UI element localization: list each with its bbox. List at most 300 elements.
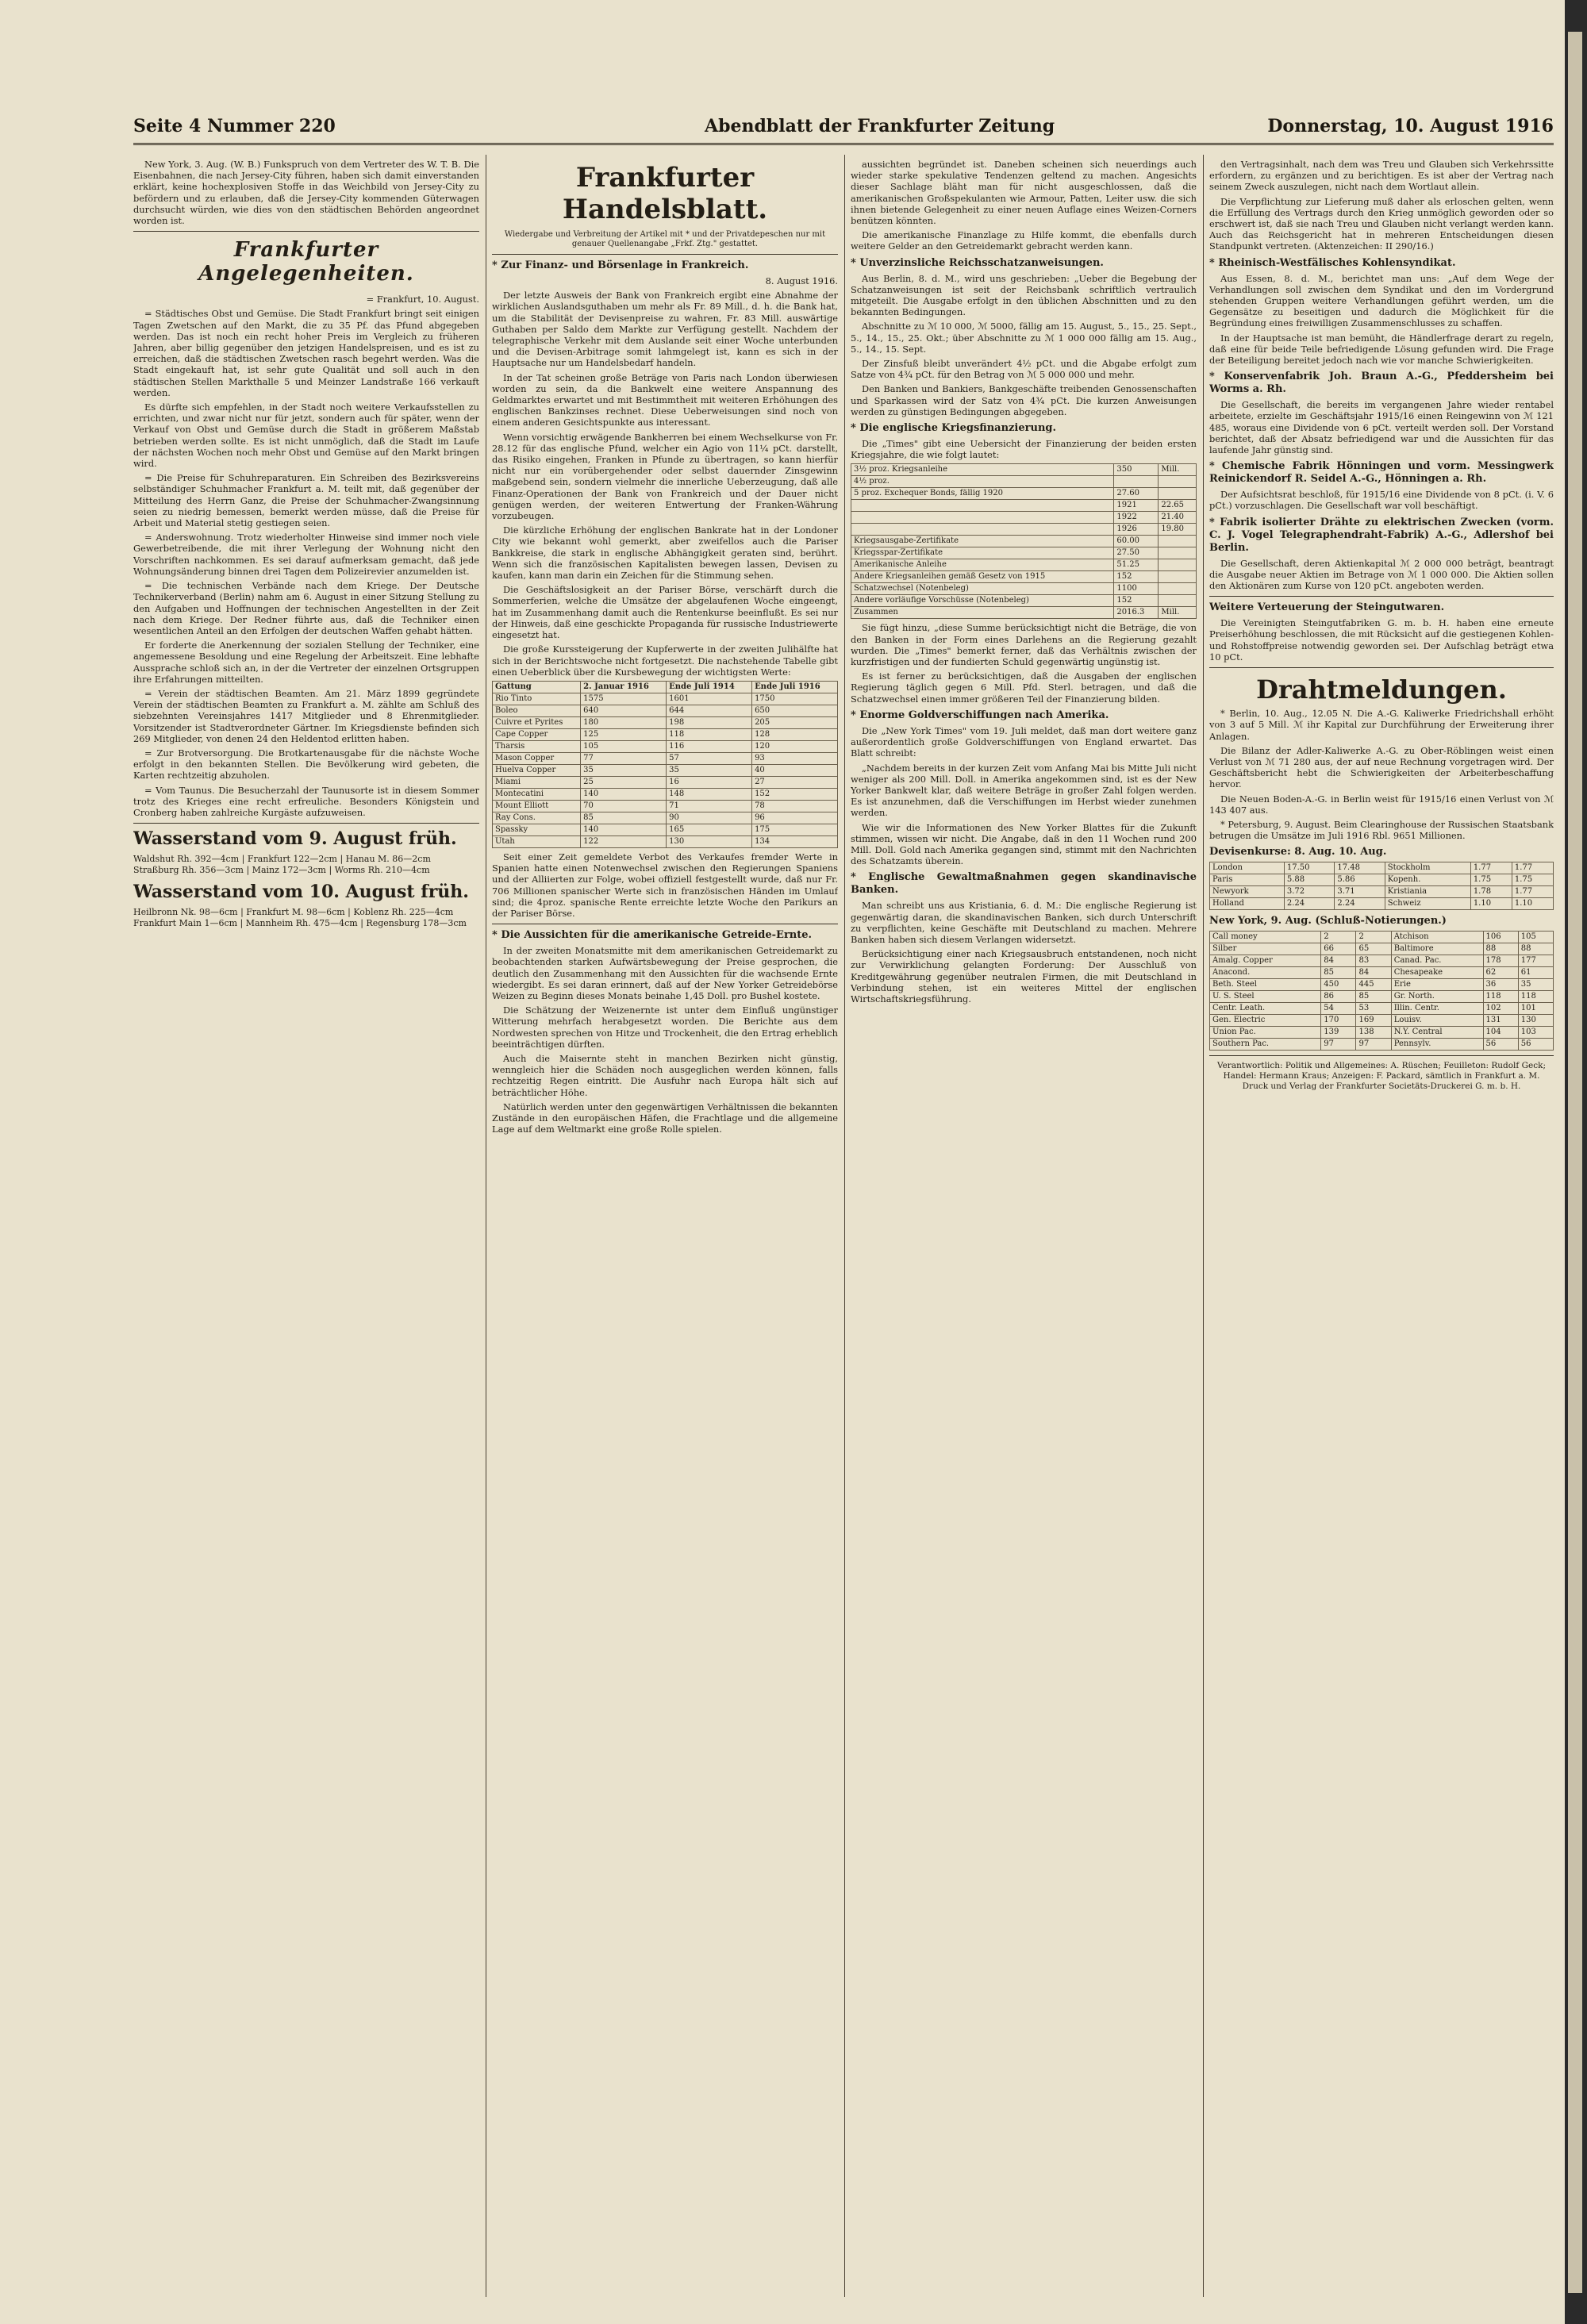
table-cell: Zusammen: [851, 607, 1114, 619]
table-cell: Amerikanische Anleihe: [851, 559, 1114, 571]
paragraph: Sie fügt hinzu, „diese Summe berücksichtigt nicht die Beträge, die von den Banken in der Form eines Darlehens an die Regierung gezahlt wurden. Die „Times" bemerkt ferner, daß das Verhältnis zwischen der kurzfristigen und der fundierten Schuld gegenwärtig ungünstig ist.: [851, 622, 1197, 668]
table-cell: 178: [1483, 955, 1518, 967]
paragraph: Die Schätzung der Weizenernte ist unter dem Einfluß ungünstiger Witterung mehrfach herabgesetzt worden. Die Berichte aus dem Nordwesten sprechen von Hitze und Trockenheit, die den Ertrag erheblich beeinträchtigen dürften.: [492, 1005, 838, 1050]
paragraph: „Nachdem bereits in der kurzen Zeit vom Anfang Mai bis Mitte Juli nicht weniger als 200 Mill. Doll. in Amerika angekommen sind, ist es der New Yorker Bankwelt klar, daß weitere Beträge in großer Zahl folgen werden. Es ist anzunehmen, daß die Verschiffungen im Herbst wieder zunehmen werden.: [851, 762, 1197, 819]
table-cell: Stockholm: [1385, 862, 1470, 874]
table-cell: 96: [752, 812, 838, 824]
table-cell: 152: [1114, 571, 1159, 583]
table-row: [851, 512, 1197, 524]
braun-article-body: [1209, 399, 1554, 455]
table-row: [1210, 898, 1554, 910]
paragraph: Die Geschäftslosigkeit an der Pariser Börse, verschärft durch die Sommerferien, welche die Umsätze der abgelaufenen Woche eingeengt, hat im Zusammenhang damit auch die Rentenkurse beeinflußt. Es sei nur der Hinweis, daß eine geschickte Propaganda für russische Industriewerte eingesetzt hat.: [492, 584, 838, 641]
table-cell: Tharsis: [493, 740, 581, 752]
imprint: Verantwortlich: Politik und Allgemeines: A. Rüschen; Feuilleton: Rudolf Geck; Handel: Hermann Kraus; Anzeigen: F. Packard, sämtlich in Frankfurt a. M. Druck und Verlag der Frankfurter Societäts-Druckerei G. m. b. H.: [1216, 1061, 1547, 1092]
paragraph: Die „Times" gibt eine Uebersicht der Finanzierung der beiden ersten Kriegsjahre, die wie folgt lautet:: [851, 438, 1197, 461]
list-item: Heilbronn Nk. 98—6cm | Frankfurt M. 98—6cm | Koblenz Rh. 225—4cm: [133, 906, 454, 917]
table-cell: 35: [1518, 979, 1553, 991]
table-cell: Schweiz: [1385, 898, 1470, 910]
paragraph: Aus Essen, 8. d. M., berichtet man uns: „Auf dem Wege der Verhandlungen soll zwischen dem Syndikat und den im Vordergrund stehenden Gruppen weitere Verhandlungen geführt werden, um die Gegensätze zu beseitigen und dadurch die Möglichkeit für die Begründung eines freiwilligen Zusammenschlusses zu schaffen.: [1209, 272, 1554, 329]
table-cell: Boleo: [493, 705, 581, 716]
paragraph: = Städtisches Obst und Gemüse. Die Stadt Frankfurt bringt seit einigen Tagen Zwetschen auf den Markt, die zu 35 Pf. das Pfund abgegeben werden. Das ist noch ein recht hoher Preis im Vergleich zu früheren Jahren, aber billig gegenüber den jetzigen Handelspreisen, und es ist zu erreichen, daß die städtischen Zwetschen rasch begehrt werden. Was die Stadt eingekauft hat, ist sehr gute Qualität und soll auch in den städtischen Stellen Markthalle 5 und Meinzer Landstraße 166 verkauft werden.: [133, 308, 479, 398]
spain-paragraph: [492, 851, 838, 919]
header-publication: Abendblatt der Frankfurter Zeitung: [705, 116, 1055, 136]
table-cell: 17.48: [1335, 862, 1385, 874]
paragraph: Aus Berlin, 8. d. M., wird uns geschrieben: „Ueber die Begebung der Schatzanweisungen ist seit der Reichsbank schriftlich vertraulich mitgeteilt. Die Ausgabe erfolgt in den üblichen Abschnitten und zu den bekannten Bedingungen.: [851, 272, 1197, 318]
table-cell: Mount Elliott: [493, 800, 581, 812]
continued-article: [851, 159, 1197, 252]
table-cell: 3.72: [1284, 886, 1334, 898]
table-cell: Southern Pac.: [1210, 1039, 1321, 1051]
table-cell: [851, 500, 1114, 512]
table-row: [851, 488, 1197, 500]
table-cell: 27: [752, 776, 838, 788]
table-cell: 640: [581, 705, 667, 716]
table-cell: 1.75: [1512, 874, 1553, 886]
table-cell: 148: [667, 788, 752, 800]
table-cell: 165: [667, 824, 752, 835]
table-row: [493, 740, 838, 752]
table-cell: 118: [1483, 991, 1518, 1003]
table-cell: 1601: [667, 693, 752, 705]
paragraph: Die Bilanz der Adler-Kaliwerke A.-G. zu Ober-Röblingen weist einen Verlust von ℳ 71 280 aus, der auf neue Rechnung vorgetragen wird. Der Geschäftsbericht hebt die Schwierigkeiten der Arbeiterbeschaffung hervor.: [1209, 744, 1554, 790]
table-cell: 3.71: [1335, 886, 1385, 898]
table-cell: Centr. Leath.: [1210, 1003, 1321, 1015]
table-cell: 104: [1483, 1027, 1518, 1039]
table-cell: 5.86: [1335, 874, 1385, 886]
continued-article: [1209, 159, 1554, 252]
table-cell: 2: [1321, 932, 1356, 943]
paragraph: Den Banken und Bankiers, Bankgeschäfte treibenden Genossenschaften und Sparkassen wird der Satz von 4¾ pCt. Die kurzen Anweisungen werden zu günstigen Bedingungen abgegeben.: [851, 383, 1197, 417]
table-cell: U. S. Steel: [1210, 991, 1321, 1003]
table-cell: [1159, 536, 1197, 547]
grain-article-body: [492, 945, 838, 1135]
table-cell: 1.10: [1512, 898, 1553, 910]
paragraph: Die amerikanische Finanzlage zu Hilfe kommt, die ebenfalls durch weitere Gelder an den Getreidemarkt gebracht werden kann.: [851, 229, 1197, 252]
table-cell: Call money: [1210, 932, 1321, 943]
table-cell: 93: [752, 752, 838, 764]
english-finance-body: [851, 622, 1197, 704]
table-cell: 84: [1356, 967, 1391, 979]
table-cell: [1159, 571, 1197, 583]
paragraph: = Verein der städtischen Beamten. Am 21. März 1899 gegründete Verein der städtischen Beamten zu Frankfurt a. M. zählte am Schluß des siebzehnten Vereinsjahres 1417 Mitglieder und 8 Ehrenmitglieder. Vorsitzender ist Stadtverordneter Gärtner. Im Kriegsdienste befinden sich 269 Mitglieder, von denen 24 den Heldentod erlitten haben.: [133, 687, 479, 744]
table-row: [851, 536, 1197, 547]
table-cell: Gen. Electric: [1210, 1015, 1321, 1027]
article-title-france: * Zur Finanz- und Börsenlage in Frankreich.: [492, 259, 749, 271]
table-cell: 205: [752, 716, 838, 728]
table-row: [493, 705, 838, 716]
new-york-quotes-table: [1209, 931, 1554, 1051]
dateline: 8. August 1916.: [765, 275, 838, 286]
table-cell: 16: [667, 776, 752, 788]
table-cell: Beth. Steel: [1210, 979, 1321, 991]
table-cell: Atchison: [1391, 932, 1483, 943]
paragraph: Der letzte Ausweis der Bank von Frankreich ergibt eine Abnahme der wirklichen Auslandsguthaben um mehr als Fr. 89 Mill., d. h. die Bank hat, um die Stabilität der Devisenpreise zu wahren, Fr. 83 Mill. auswärtige Guthaben per Saldo dem Markte zur Verfügung gestellt. Nachdem der telegraphische Verkehr mit dem Auslande seit einer Woche unterbunden und die Devisen-Arbitrage somit lahmgelegt ist, kann es sich in der Hauptsache nur um Handelsbedarf handeln.: [492, 290, 838, 369]
table-cell: 120: [752, 740, 838, 752]
paragraph: Wie wir die Informationen des New Yorker Blattes für die Zukunft stimmen, wissen wir nicht. Die Angabe, daß in den 11 Wochen rund 200 Mill. Doll. Gold nach Amerika gegangen sind, stimmt mit den Nachrichten des Schatzamts überein.: [851, 821, 1197, 867]
table-row: [851, 595, 1197, 607]
section-title-wire: Drahtmeldungen.: [1256, 674, 1507, 705]
table-cell: 86: [1321, 991, 1356, 1003]
table-cell: 177: [1518, 955, 1553, 967]
wire-reports-body: [1209, 708, 1554, 841]
exchange-rates-table: [1209, 862, 1554, 910]
table-cell: Huelva Copper: [493, 764, 581, 776]
table-row: [851, 524, 1197, 536]
column-rule: [844, 155, 845, 2297]
table-cell: Erie: [1391, 979, 1483, 991]
exchange-rates-title: Devisenkurse: 8. Aug. 10. Aug.: [1209, 846, 1387, 859]
table-cell: 101: [1518, 1003, 1553, 1015]
column-finance: [851, 159, 1197, 2301]
column-header: 2. Januar 1916: [581, 681, 667, 693]
paragraph: Die „New York Times" vom 19. Juli meldet, daß man dort weitere ganz außerordentlich große Goldverschiffungen von England erwartet. Das Blatt schreibt:: [851, 724, 1197, 759]
table-cell: 152: [752, 788, 838, 800]
vogel-article-body: [1209, 558, 1554, 592]
table-cell: 103: [1518, 1027, 1553, 1039]
table-cell: 175: [752, 824, 838, 835]
table-cell: 169: [1356, 1015, 1391, 1027]
table-row: [851, 500, 1197, 512]
table-cell: 1922: [1114, 512, 1159, 524]
paragraph: In der Tat scheinen große Beträge von Paris nach London überwiesen worden zu sein, da die Bankwelt eine weitere Anspannung des Geldmarktes erwartet und mit Bestimmtheit mit weiteren Erhöhungen des englischen Bankzinses rechnet. Diese Ueberweisungen sind noch von einem anderen Gesichtspunkte aus interessant.: [492, 371, 838, 428]
table-cell: 21.40: [1159, 512, 1197, 524]
water-level-list-2: [133, 907, 479, 929]
table-row: [1210, 1027, 1554, 1039]
table-row: [493, 764, 838, 776]
table-cell: [1159, 476, 1197, 488]
paragraph: = Anderswohnung. Trotz wiederholter Hinweise sind immer noch viele Gewerbetreibende, die mit ihrer Verlegung der Wohnung nicht den Vorschriften nachkommen. Es sei darauf aufmerksam gemacht, daß jede Wohnungsänderung binnen drei Tagen dem Polizeirevier anzumelden ist.: [133, 532, 479, 577]
table-cell: 60.00: [1114, 536, 1159, 547]
paragraph: Abschnitte zu ℳ 10 000, ℳ 5000, fällig am 15. August, 5., 15., 25. Sept., 5., 14., 15., 25. Okt.; über Abschnitte zu ℳ 1 000 000 fällig am 15. Aug., 5., 14., 15. Sept.: [851, 321, 1197, 355]
table-cell: 35: [667, 764, 752, 776]
table-cell: 2.24: [1284, 898, 1334, 910]
table-cell: 78: [752, 800, 838, 812]
table-cell: 71: [667, 800, 752, 812]
paragraph: Man schreibt uns aus Kristiania, 6. d. M.: Die englische Regierung ist gegenwärtig daran, die skandinavischen Banken, sich durch Unterschrift zu verpflichten, keine Geschäfte mit Deutschland zu machen. Mehrere Banken haben sich diesem Verlangen widersetzt.: [851, 900, 1197, 945]
water-level-list-1: [133, 854, 479, 876]
table-cell: 35: [581, 764, 667, 776]
table-cell: 139: [1321, 1027, 1356, 1039]
article-title-braun: * Konservenfabrik Joh. Braun A.-G., Pfeddersheim bei Worms a. Rh.: [1209, 371, 1554, 396]
table-cell: 130: [1518, 1015, 1553, 1027]
table-cell: 122: [581, 835, 667, 847]
table-cell: Schatzwechsel (Notenbeleg): [851, 583, 1114, 595]
water-level-title-1: Wasserstand vom 9. August früh.: [133, 828, 457, 850]
header-date: Donnerstag, 10. August 1916: [1267, 116, 1554, 136]
table-cell: Mason Copper: [493, 752, 581, 764]
article-title-vogel: * Fabrik isolierter Drähte zu elektrischen Zwecken (vorm. C. J. Vogel Telegraphendraht-Fabrik) A.-G., Adlershof bei Berlin.: [1209, 516, 1554, 554]
copper-shares-table: [492, 681, 838, 848]
paragraph: Die Neuen Boden-A.-G. in Berlin weist für 1915/16 einen Verlust von ℳ 143 407 aus.: [1209, 793, 1554, 816]
table-row: [1210, 991, 1554, 1003]
paragraph: = Vom Taunus. Die Besucherzahl der Taunusorte ist in diesem Sommer trotz des Krieges eine recht erfreuliche. Besonders Königstein und Cronberg haben zahlreiche Kurgäste aufzuweisen.: [133, 784, 479, 818]
table-cell: Amalg. Copper: [1210, 955, 1321, 967]
table-cell: 3½ proz. Kriegsanleihe: [851, 464, 1114, 476]
table-cell: 152: [1114, 595, 1159, 607]
table-cell: 106: [1483, 932, 1518, 943]
table-cell: 445: [1356, 979, 1391, 991]
table-cell: 90: [667, 812, 752, 824]
paragraph: Wenn vorsichtig erwägende Bankherren bei einem Wechselkurse von Fr. 28.12 für das englische Pfund, welcher ein Agio von 11¼ pCt. darstellt, das Risiko eingehen, Franken in Pfunde zu übertragen, so kann hierfür nicht nur ein vorübergehender oder selbst dauernder Zinsgewinn maßgebend sein, sondern vielmehr die innerliche Ueberzeugung, daß alle Finanz-Operationen der Bank von Frankreich und der Dauer nicht genügen werden, der weiteren Entwertung der Franken-Währung vorzubeugen.: [492, 431, 838, 522]
table-row: [1210, 943, 1554, 955]
table-row: [493, 728, 838, 740]
table-cell: 1926: [1114, 524, 1159, 536]
table-cell: 198: [667, 716, 752, 728]
table-cell: 70: [581, 800, 667, 812]
table-cell: 102: [1483, 1003, 1518, 1015]
table-row: [493, 835, 838, 847]
table-cell: 118: [667, 728, 752, 740]
column-local-news: [133, 159, 479, 2301]
table-cell: Utah: [493, 835, 581, 847]
table-cell: 56: [1518, 1039, 1553, 1051]
table-cell: Canad. Pac.: [1391, 955, 1483, 967]
table-cell: 51.25: [1114, 559, 1159, 571]
table-cell: 77: [581, 752, 667, 764]
table-cell: Andere Kriegsanleihen gemäß Gesetz von 1915: [851, 571, 1114, 583]
table-cell: Cape Copper: [493, 728, 581, 740]
list-item: Frankfurt Main 1—6cm | Mannheim Rh. 475—4cm | Regensburg 178—3cm: [133, 917, 467, 928]
table-cell: [1159, 547, 1197, 559]
table-row: [1210, 1003, 1554, 1015]
paragraph: * Petersburg, 9. August. Beim Clearinghouse der Russischen Staatsbank betrugen die Umsätze im Juli 1916 Rbl. 9651 Millionen.: [1209, 818, 1554, 842]
table-row: [1210, 886, 1554, 898]
gold-article-body: [851, 725, 1197, 866]
table-row: [851, 547, 1197, 559]
article-title-grain: * Die Aussichten für die amerikanische Getreide-Ernte.: [492, 929, 813, 942]
article-title-english-finance: * Die englische Kriegsfinanzierung.: [851, 422, 1057, 435]
paragraph: In der zweiten Monatsmitte mit dem amerikanischen Getreidemarkt zu beobachtenden starken Aufwärtsbewegung der Preise gesprochen, die deutlich den Zusammenhang mit den Aussichten für die wachsende Ernte wiedergibt. Es sei daran erinnert, daß auf der New Yorker Getreidebörse Weizen zu Beginn dieses Monats beinahe 1,45 Doll. pro Bushel kostete.: [492, 945, 838, 1001]
table-row: [493, 752, 838, 764]
table-cell: Cuivre et Pyrites: [493, 716, 581, 728]
table-row: [1210, 979, 1554, 991]
new-york-quotes-title: New York, 9. Aug. (Schluß-Notierungen.): [1209, 915, 1447, 928]
table-cell: 644: [667, 705, 752, 716]
english-war-finance-table: [851, 463, 1197, 619]
table-cell: 105: [1518, 932, 1553, 943]
table-row: [1210, 862, 1554, 874]
table-cell: Miami: [493, 776, 581, 788]
table-cell: 450: [1321, 979, 1356, 991]
table-cell: Louisv.: [1391, 1015, 1483, 1027]
table-cell: 4½ proz.: [851, 476, 1114, 488]
table-row: [1210, 874, 1554, 886]
table-cell: 128: [752, 728, 838, 740]
table-cell: 1575: [581, 693, 667, 705]
paragraph: Seit einer Zeit gemeldete Verbot des Verkaufes fremder Werte in Spanien hatte einen Notenwechsel zwischen den Regierungen Spaniens und der Alliierten zur Folge, wobei offiziell festgestellt wurde, daß nur Fr. 706 Millionen spanischer Werte sich in französischen Händen im Umlauf sind; die 4proz. spanische Rente erreichte letzte Woche den Parikurs an der Pariser Börse.: [492, 851, 838, 919]
paragraph: Auch die Maisernte steht in manchen Bezirken nicht günstig, wenngleich hier die Schäden noch ausgeglichen werden können, falls rechtzeitig Regen eintritt. Die Ausfuhr nach Europa hält sich auf beträchtlicher Höhe.: [492, 1052, 838, 1098]
table-cell: 140: [581, 788, 667, 800]
column-rule: [1203, 155, 1204, 2297]
table-row: [851, 607, 1197, 619]
table-cell: 134: [752, 835, 838, 847]
table-cell: 22.65: [1159, 500, 1197, 512]
table-cell: London: [1210, 862, 1285, 874]
table-cell: 85: [581, 812, 667, 824]
table-cell: 2.24: [1335, 898, 1385, 910]
table-cell: Union Pac.: [1210, 1027, 1321, 1039]
table-cell: 83: [1356, 955, 1391, 967]
table-cell: Andere vorläufige Vorschüsse (Notenbeleg): [851, 595, 1114, 607]
table-cell: 350: [1114, 464, 1159, 476]
table-row: [851, 571, 1197, 583]
table-cell: 40: [752, 764, 838, 776]
table-cell: 1.77: [1512, 886, 1553, 898]
table-row: [493, 812, 838, 824]
table-cell: 1.77: [1470, 862, 1512, 874]
table-row: [493, 693, 838, 705]
table-cell: Ray Cons.: [493, 812, 581, 824]
header-page-number: Seite 4 Nummer 220: [133, 116, 336, 136]
paragraph: Die Gesellschaft, deren Aktienkapital ℳ 2 000 000 beträgt, beantragt die Ausgabe neuer Aktien im Betrage von ℳ 1 000 000. Die Aktien sollen den Aktionären zum Kurse von 120 pCt. angeboten werden.: [1209, 557, 1554, 592]
table-cell: Spassky: [493, 824, 581, 835]
table-cell: 2: [1356, 932, 1391, 943]
divider: [492, 254, 838, 255]
column-header: Gattung: [493, 681, 581, 693]
table-cell: 1.78: [1470, 886, 1512, 898]
dateline: = Frankfurt, 10. August.: [366, 294, 479, 305]
paragraph: aussichten begründet ist. Daneben scheinen sich neuerdings auch wieder starke spekulative Tendenzen geltend zu machen. Angesichts dieser Sachlage bläht man für nicht ausgeschlossen, daß die amerikanischen Großspekulanten wie Armour, Patten, Leiter usw. die sich ihnen bietende Gelegenheit zu einer neuen Auflage eines Weizen-Corners benützen könnten.: [851, 159, 1197, 227]
column-companies: [1209, 159, 1554, 2301]
table-row: [851, 476, 1197, 488]
table-row: [493, 788, 838, 800]
water-level-title-2: Wasserstand vom 10. August früh.: [133, 881, 469, 902]
table-cell: N.Y. Central: [1391, 1027, 1483, 1039]
table-cell: [1159, 488, 1197, 500]
table-row: [493, 824, 838, 835]
table-cell: 57: [667, 752, 752, 764]
table-cell: Mill.: [1159, 464, 1197, 476]
paragraph: In der Hauptsache ist man bemüht, die Händlerfrage derart zu regeln, daß eine für beide Teile befriedigende Lösung gefunden wird. Die Frage der Beteiligung bereitet jedoch nach wie vor manche Schwierigkeiten.: [1209, 332, 1554, 367]
table-cell: Pennsylv.: [1391, 1039, 1483, 1051]
paragraph: Es ist ferner zu berücksichtigen, daß die Ausgaben der englischen Regierung täglich gegen 6 Mill. Pfd. Sterl. betragen, und daß die Schatzwechsel einen immer größeren Teil der Finanzierung bilden.: [851, 670, 1197, 705]
table-row: [1210, 955, 1554, 967]
table-row: [1210, 1015, 1554, 1027]
table-cell: Silber: [1210, 943, 1321, 955]
article-title-steingut: Weitere Verteuerung der Steingutwaren.: [1209, 601, 1445, 614]
table-cell: 25: [581, 776, 667, 788]
column-business: [492, 159, 838, 2301]
table-cell: Gr. North.: [1391, 991, 1483, 1003]
section-masthead: Frankfurter Handelsblatt.: [562, 162, 768, 225]
table-cell: 5 proz. Exchequer Bonds, fällig 1920: [851, 488, 1114, 500]
intro-paragraph: New York, 3. Aug. (W. B.) Funkspruch von dem Vertreter des W. T. B. Die Eisenbahnen, die nach Jersey-City führen, haben sich damit einverstanden erklärt, keine hochexplosiven Stoffe in das Weichbild von Jersey-City zu befördern und zu erlauben, daß die Jersey-City kommenden Güterwagen durchsucht würden, wie dies von den städtischen Behörden angeordnet worden ist.: [133, 159, 479, 227]
english-finance-intro: [851, 438, 1197, 460]
divider: [1209, 1055, 1554, 1056]
table-cell: 27.60: [1114, 488, 1159, 500]
table-cell: 88: [1518, 943, 1553, 955]
paragraph: Die Verpflichtung zur Lieferung muß daher als erloschen gelten, wenn die Erfüllung des Vertrags durch den Krieg unmöglich geworden oder so erschwert ist, daß sie nach Treu und Glauben nicht verlangt werden kann. Auch das Reichsgericht hat in mehreren Entscheidungen diesen Standpunkt vertreten. (Aktenzeichen: II 290/16.): [1209, 195, 1554, 252]
scandinavian-article-body: [851, 900, 1197, 1005]
table-cell: 62: [1483, 967, 1518, 979]
article-title-treasury: * Unverzinsliche Reichsschatzanweisungen.: [851, 256, 1104, 269]
table-cell: Holland: [1210, 898, 1285, 910]
steingut-article-body: [1209, 617, 1554, 663]
table-cell: Kriegsausgabe-Zertifikate: [851, 536, 1114, 547]
table-cell: 116: [667, 740, 752, 752]
paragraph: * Berlin, 10. Aug., 12.05 N. Die A.-G. Kaliwerke Friedrichshall erhöht von 3 auf 5 Mill. ℳ ihr Kapital zur Durchführung der Erweiterung ihrer Anlagen.: [1209, 708, 1554, 742]
table-cell: Montecatini: [493, 788, 581, 800]
table-cell: 53: [1356, 1003, 1391, 1015]
divider: [1209, 667, 1554, 668]
table-cell: 97: [1356, 1039, 1391, 1051]
table-cell: 170: [1321, 1015, 1356, 1027]
table-cell: 180: [581, 716, 667, 728]
table-cell: 131: [1483, 1015, 1518, 1027]
article-title-scandinavian-banks: * Englische Gewaltmaßnahmen gegen skandinavische Banken.: [851, 871, 1197, 897]
treasury-article-body: [851, 273, 1197, 417]
paragraph: Die große Kurssteigerung der Kupferwerte in der zweiten Julihälfte hat sich in der Berichtswoche nicht fortgesetzt. Die nachstehende Tabelle gibt einen Ueberblick über die Kursbewegung der wichtigsten Werte:: [492, 643, 838, 678]
table-cell: 85: [1356, 991, 1391, 1003]
paragraph: = Die Preise für Schuhreparaturen. Ein Schreiben des Bezirksvereins selbständiger Schuhmacher Frankfurt a. M. teilt mit, daß gegenüber der Mitteilung des Herrn Ganz, die Preise der Schuhmacher-Zwangsinnung seien zu niedrig bemessen, bemerkt werden müsse, daß die Preise für Arbeit und Material stetig gestiegen seien.: [133, 472, 479, 529]
table-cell: Chesapeake: [1391, 967, 1483, 979]
table-row: [1210, 932, 1554, 943]
table-cell: 1.10: [1470, 898, 1512, 910]
table-row: [1210, 967, 1554, 979]
table-row: [851, 464, 1197, 476]
table-cell: 88: [1483, 943, 1518, 955]
article-title-coal-syndicate: * Rheinisch-Westfälisches Kohlensyndikat.: [1209, 256, 1456, 269]
table-cell: 36: [1483, 979, 1518, 991]
list-item: Waldshut Rh. 392—4cm | Frankfurt 122—2cm | Hanau M. 86—2cm: [133, 854, 431, 865]
table-cell: Baltimore: [1391, 943, 1483, 955]
divider: [133, 823, 479, 824]
france-article-body: [492, 290, 838, 678]
table-row: [851, 583, 1197, 595]
table-cell: 56: [1483, 1039, 1518, 1051]
table-cell: Mill.: [1159, 607, 1197, 619]
paragraph: = Zur Brotversorgung. Die Brotkartenausgabe für die nächste Woche erfolgt in den bekannten Stellen. Die Bevölkerung wird gebeten, die Karten rechtzeitig abzuholen.: [133, 747, 479, 782]
table-row: [1210, 1039, 1554, 1051]
table-cell: 1750: [752, 693, 838, 705]
paragraph: den Vertragsinhalt, nach dem was Treu und Glauben sich Verkehrssitte erfordern, zu ergänzen und zu berichtigen. Es ist aber der Vertrag nach seinem Zweck auszulegen, nicht nach dem Wortlaut allein.: [1209, 159, 1554, 193]
table-cell: [1114, 476, 1159, 488]
table-cell: 97: [1321, 1039, 1356, 1051]
table-cell: 85: [1321, 967, 1356, 979]
table-cell: 5.88: [1284, 874, 1334, 886]
paragraph: Der Zinsfuß bleibt unverändert 4½ pCt. und die Abgabe erfolgt zum Satze von 4¾ pCt. für den Betrag von ℳ 5 000 000 und mehr.: [851, 358, 1197, 381]
table-cell: 2016.3: [1114, 607, 1159, 619]
scan-edge: [1565, 0, 1587, 2324]
paragraph: Berücksichtigung einer nach Kriegsausbruch entstandenen, noch nicht zur Verwirklichung gelangten Forderung: Der Ausschluß von Kreditgewährung gegenüber neutralen Firmen, die mit Deutschland in Verbindung stehen, ist ein weiteres Mittel der englischen Wirtschaftskriegsführung.: [851, 948, 1197, 1005]
column-header: Ende Juli 1916: [752, 681, 838, 693]
paragraph: Natürlich werden unter den gegenwärtigen Verhältnissen die bekannten Zustände in den europäischen Häfen, die Frachtlage und die allgemeine Lage auf dem Weltmarkt eine große Rolle spielen.: [492, 1101, 838, 1135]
paragraph: Die kürzliche Erhöhung der englischen Bankrate hat in der Londoner City wie bekannt wohl gemerkt, aber zweifellos auch die Pariser Bankkreise, die stark in englische Abhängigkeit geraten sind, berührt. Wenn sich die französischen Kapitalisten bewegen lassen, Devisen zu kaufen, kann man darin ein Zeichen für die Stimmung sehen.: [492, 524, 838, 582]
paragraph: Er forderte die Anerkennung der sozialen Stellung der Techniker, eine angemessene Besoldung und eine Regelung der Arbeitszeit. Eine lebhafte Aussprache schloß sich an, in der die Vertreter der einzelnen Ortsgruppen ihre Erfahrungen mitteilten.: [133, 640, 479, 685]
table-cell: Kristiania: [1385, 886, 1470, 898]
divider: [1209, 596, 1554, 597]
table-cell: [1159, 595, 1197, 607]
table-cell: 118: [1518, 991, 1553, 1003]
table-cell: 17.50: [1284, 862, 1334, 874]
table-cell: [1159, 583, 1197, 595]
divider: [133, 231, 479, 232]
table-cell: 66: [1321, 943, 1356, 955]
table-cell: 54: [1321, 1003, 1356, 1015]
local-news-body: [133, 308, 479, 818]
table-cell: Kriegsspar-Zertifikate: [851, 547, 1114, 559]
section-title-local: Frankfurter Angelegenheiten.: [198, 238, 414, 286]
scan-edge-strip: [1568, 32, 1582, 2293]
table-cell: Rio Tinto: [493, 693, 581, 705]
table-cell: 1.75: [1470, 874, 1512, 886]
table-cell: 19.80: [1159, 524, 1197, 536]
page-header: [133, 111, 1554, 145]
paragraph: Die Vereinigten Steingutfabriken G. m. b. H. haben eine erneute Preiserhöhung beschlossen, die mit Rücksicht auf die gestiegenen Kohlen- und Rohstoffpreise notwendig geworden sei. Der Aufschlag beträgt etwa 10 pCt.: [1209, 617, 1554, 663]
article-title-hoenningen: * Chemische Fabrik Hönningen und vorm. Messingwerk Reinickendorf R. Seidel A.-G., Hönningen a. Rh.: [1209, 460, 1554, 486]
table-row: [493, 800, 838, 812]
paragraph: Es dürfte sich empfehlen, in der Stadt noch weitere Verkaufsstellen zu errichten, und zwar nicht nur für jetzt, sondern auch für später, wenn der Verkauf von Obst und Gemüse durch die Stadt in größerem Maßstab betrieben werden sollte. Es ist nicht unmöglich, daß die Stadt im Laufe der nächsten Wochen noch mehr Obst und Gemüse auf den Markt bringen wird.: [133, 401, 479, 470]
